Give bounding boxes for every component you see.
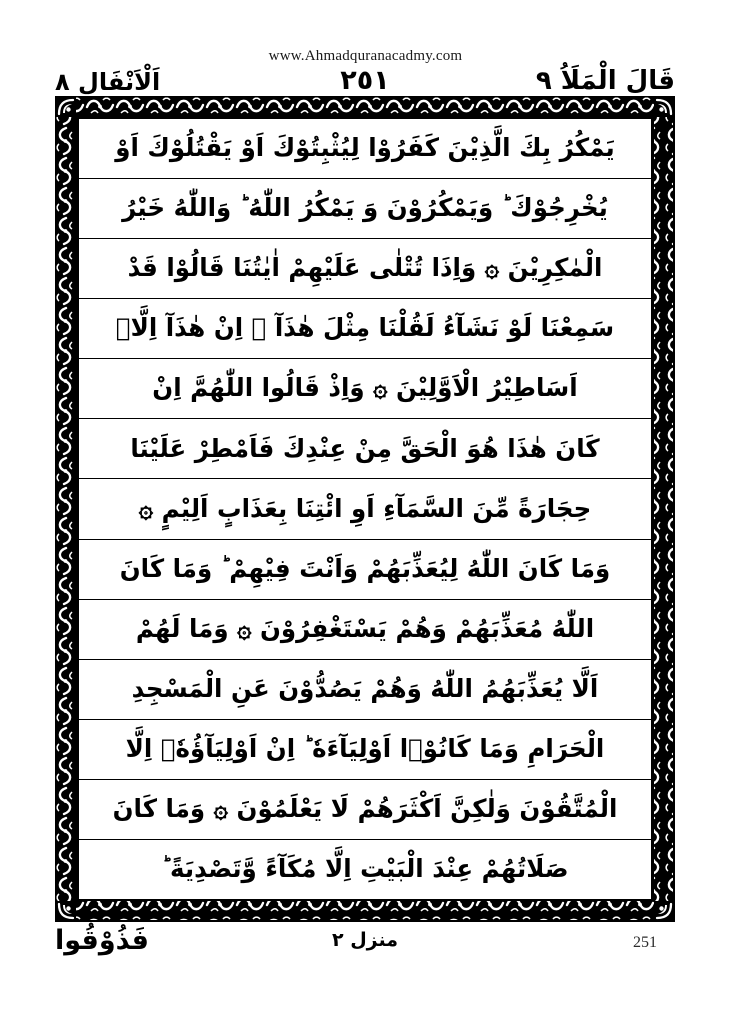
page-number-arabic-label: ٢٥١ — [340, 65, 390, 96]
decorative-border-frame — [55, 96, 675, 922]
ayah-line-text: كَانَ هٰذَا هُوَ الْحَقَّ مِنْ عِنْدِكَ فَاَمْطِرْ عَلَيْنَا — [130, 433, 600, 463]
site-url-text: www.Ahmadquranacadmy.com — [268, 48, 463, 64]
surah-name-label: اَلْاَنْفَال ٨ — [55, 68, 161, 96]
ayah-line-text: الْحَرَامِ وَمَا كَانُوْۤا اَوْلِيَآءَهٗ ؕ اِنْ اَوْلِيَآؤُهٗۤ اِلَّا — [125, 733, 605, 763]
ayah-line — [79, 720, 651, 780]
ayah-line-text: الْمُتَّقُوْنَ وَلٰكِنَّ اَكْثَرَهُمْ لَا يَعْلَمُوْنَ ۞ وَمَا كَانَ — [112, 794, 618, 824]
page-header — [55, 60, 675, 94]
ayah-line — [79, 119, 651, 179]
page-footer — [55, 925, 675, 965]
ayah-line — [79, 419, 651, 479]
ayah-line-text: يَمْكُرُ بِكَ الَّذِيْنَ كَفَرُوْا لِيُثْبِتُوْكَ اَوْ يَقْتُلُوْكَ اَوْ — [115, 133, 615, 163]
ayah-line-text: صَلَاتُهُمْ عِنْدَ الْبَيْتِ اِلَّا مُكَآءً وَّتَصْدِيَةً ؕ — [161, 854, 569, 884]
ayah-line-text: الْمٰكِرِيْنَ ۞ وَاِذَا تُتْلٰى عَلَيْهِمْ اٰيٰتُنَا قَالُوْا قَدْ — [127, 253, 603, 283]
ayah-line-text: سَمِعْنَا لَوْ نَشَآءُ لَقُلْنَا مِثْلَ هٰذَآ ۙ اِنْ هٰذَآ اِلَّاۤ — [115, 313, 615, 343]
ayah-line — [79, 660, 651, 720]
ayah-line — [79, 479, 651, 539]
juz-name-label: قَالَ الْمَلَاُ ٩ — [535, 66, 675, 96]
ayah-line — [79, 299, 651, 359]
ayah-line — [79, 840, 651, 899]
ayah-line-text: وَمَا كَانَ اللّٰهُ لِيُعَذِّبَهُمْ وَاَنْتَ فِيْهِمْ ؕ وَمَا كَانَ — [119, 553, 611, 583]
ayah-line-text: يُخْرِجُوْكَ ؕ وَيَمْكُرُوْنَ وَ يَمْكُرُ اللّٰهُ ؕ وَاللّٰهُ خَيْرُ — [122, 193, 608, 223]
page-number-label: 251 — [633, 934, 657, 951]
ayah-line — [79, 540, 651, 600]
ayah-line — [79, 359, 651, 419]
ayah-line-text: اللّٰهُ مُعَذِّبَهُمْ وَهُمْ يَسْتَغْفِرُوْنَ ۞ وَمَا لَهُمْ — [135, 613, 595, 643]
ayah-line-text: اَسَاطِيْرُ الْاَوَّلِيْنَ ۞ وَاِذْ قَالُوا اللّٰهُمَّ اِنْ — [152, 373, 578, 403]
ayah-line — [79, 239, 651, 299]
ayah-line — [79, 179, 651, 239]
ayah-line-text: حِجَارَةً مِّنَ السَّمَآءِ اَوِ ائْتِنَا بِعَذَابٍ اَلِيْمٍ ۞ — [138, 493, 592, 523]
manzil-label: منزل ٢ — [331, 929, 399, 951]
ayah-line — [79, 600, 651, 660]
catchword-label: فَذُوْقُوا — [55, 925, 149, 956]
ayah-line-text: اَلَّا يُعَذِّبَهُمُ اللّٰهُ وَهُمْ يَصُدُّوْنَ عَنِ الْمَسْجِدِ — [131, 673, 599, 703]
ayah-line — [79, 780, 651, 840]
quran-text-block — [77, 117, 653, 901]
